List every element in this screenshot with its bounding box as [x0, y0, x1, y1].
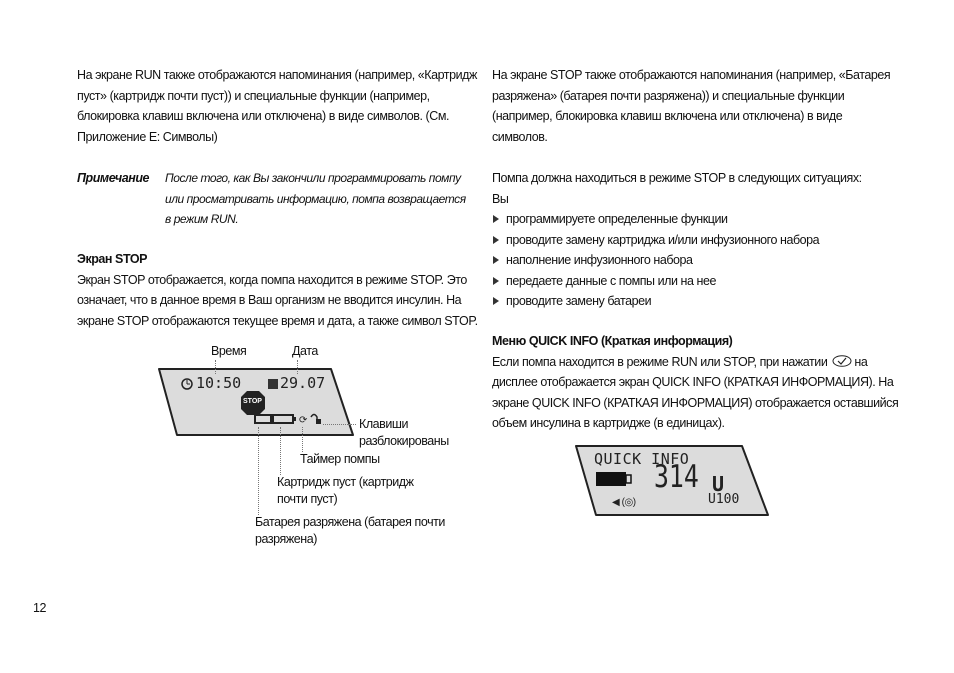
stop-situations [492, 168, 862, 312]
text-line: Если помпа находится в режиме RUN или STOP, при нажатии на [492, 354, 868, 369]
lcd-amount: 314 [654, 459, 699, 495]
list-item: передаете данные с помпы или на нее [492, 271, 862, 292]
section-heading: Меню QUICK INFO (Краткая информация) [492, 334, 733, 348]
lcd-time: 10:50 [196, 374, 242, 392]
label-cartridge: Картридж пуст (картридж почти пуст) [277, 475, 414, 506]
list-item: проводите замену батареи [492, 291, 862, 312]
lcd-unit: U [712, 472, 725, 496]
text-line: или просматривать информацию, помпа возвращается [165, 191, 466, 206]
note-label: Примечание [77, 171, 150, 185]
check-button-icon [832, 355, 852, 367]
label-time: Время [211, 344, 247, 358]
label-keys-unlocked: Клавиши разблокированы [359, 417, 449, 448]
text-line: Экран STOP отображается, когда помпа находится в режиме STOP. Это [77, 272, 467, 287]
text-line: пуст» (картридж почти пуст)) и специальные функции (например, [77, 88, 430, 103]
list-item: наполнение инфузионного набора [492, 250, 862, 271]
label-pump-timer: Таймер помпы [300, 452, 380, 466]
text-line: означает, что в данное время в Ваш организм не вводится инсулин. На [77, 293, 462, 307]
text-line: дисплее отображается экран QUICK INFO (КРАТКАЯ ИНФОРМАЦИЯ). На [492, 375, 894, 389]
right-intro [492, 65, 890, 147]
stop-section [77, 249, 478, 331]
text-line: На экране STOP также отображаются напоминания (например, «Батарея [492, 68, 891, 82]
text-line: объем инсулина в картридже (в единицах). [492, 416, 725, 430]
text-line: в режим RUN. [165, 212, 239, 226]
text-line: Приложение E: Символы) [77, 129, 218, 144]
text-line: разряжена» (батарея почти разряжена)) и специальные функции [492, 88, 845, 103]
list-item: проводите замену картриджа и/или инфузионного набора [492, 230, 862, 251]
lcd-insulin-type: U100 [708, 492, 740, 507]
calendar-icon [268, 379, 278, 389]
stop-sign-label: STOP [243, 398, 262, 405]
text-line: блокировка клавиш включена или отключена) в виде символов. (См. [77, 109, 449, 123]
text-line: экране STOP отображаются текущее время и дата, а также символ STOP. [77, 313, 478, 328]
quick-info-section [492, 331, 898, 434]
text-line: Вы [492, 191, 509, 206]
sound-vibration-icon: ◀ (◎) [612, 497, 636, 508]
lcd-title: QUICK INFO [594, 450, 690, 468]
lcd-date: 29.07 [280, 374, 326, 392]
page-number: 12 [33, 601, 47, 615]
text-line: символов. [492, 129, 548, 144]
full-cartridge-icon [596, 472, 626, 486]
text-line: На экране RUN также отображаются напоминания (например, «Картридж [77, 68, 477, 82]
text-line: экране QUICK INFO (КРАТКАЯ ИНФОРМАЦИЯ) отображается оставшийся [492, 395, 899, 410]
label-battery: Батарея разряжена (батарея почти разряжена) [255, 515, 445, 546]
pump-timer-icon: ⟳ [299, 415, 307, 426]
text-line: После того, как Вы закончили программировать помпу [165, 171, 461, 185]
label-date: Дата [292, 344, 318, 358]
list-item: программируете определенные функции [492, 209, 862, 230]
text-line: (например, блокировка клавиш включена или отключена) в виде [492, 109, 843, 123]
text-line: Помпа должна находиться в режиме STOP в следующих ситуациях: [492, 171, 862, 185]
left-intro [77, 65, 477, 147]
section-heading: Экран STOP [77, 252, 148, 266]
note-text [165, 168, 466, 230]
